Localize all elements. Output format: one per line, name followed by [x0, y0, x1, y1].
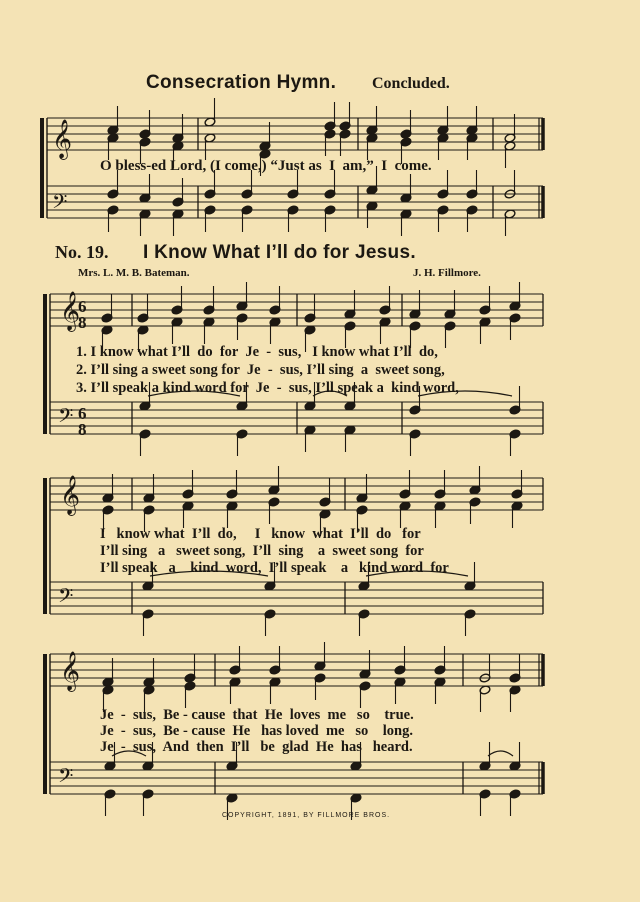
bass-clef-icon: 𝄢	[58, 764, 74, 792]
hymn-number: No. 19.	[55, 242, 109, 262]
verse-line-s2-2: I’ll sing a sweet song, I’ll sing a sweet song for	[100, 543, 424, 559]
verse-line-s1-3: 3. I’ll speak a kind word for Je - sus, I’ll speak a kind word,	[76, 380, 459, 396]
verse-line-s3-3: Je - sus, And then I’ll be glad He has heard.	[100, 739, 413, 755]
time-signature: 6	[78, 297, 87, 316]
verse-line-s2-1: I know what I’ll do, I know what I’ll do for	[100, 526, 421, 542]
bass-clef-icon: 𝄢	[52, 190, 68, 218]
lyricist-credit: Mrs. L. M. B. Bateman.	[78, 267, 190, 279]
treble-clef-icon: 𝄞	[60, 475, 81, 515]
time-signature: 8	[78, 313, 87, 332]
hymn1-subtitle: Concluded.	[372, 75, 450, 92]
treble-clef-icon: 𝄞	[60, 291, 81, 331]
time-signature: 8	[78, 420, 87, 439]
system-bracket	[40, 118, 44, 218]
verse-line-s1-2: 2. I’ll sing a sweet song for Je - sus, I’ll sing a sweet song,	[76, 362, 445, 378]
verse-line-s3-1: Je - sus, Be - cause that He loves me so true.	[100, 707, 414, 723]
treble-clef-icon: 𝄞	[52, 119, 73, 159]
verse-line-s3-2: Je - sus, Be - cause He has loved me so long.	[100, 723, 413, 739]
system-bracket	[43, 478, 47, 614]
treble-clef-icon: 𝄞	[60, 651, 81, 691]
bass-clef-icon: 𝄢	[58, 584, 74, 612]
hymn2-title: I Know What I’ll do for Jesus.	[143, 242, 416, 263]
composer-credit: J. H. Fillmore.	[413, 267, 481, 279]
hymn1-title: Consecration Hymn.	[146, 72, 337, 93]
verse-line-s2-3: I’ll speak a kind word, I’ll speak a kind word for	[100, 560, 449, 576]
time-signature: 6	[78, 404, 87, 423]
bass-clef-icon: 𝄢	[58, 404, 74, 432]
copyright-notice: COPYRIGHT, 1891, BY FILLMORE BROS.	[222, 812, 391, 819]
hymn1-lyric: O bless-ed Lord, (I come,) “Just as I am,” I come.	[100, 158, 432, 174]
tie-curve	[488, 751, 513, 756]
system-bracket	[43, 654, 47, 794]
verse-line-s1-1: 1. I know what I’ll do for Je - sus, I know what I’ll do,	[76, 344, 438, 360]
system-bracket	[43, 294, 47, 434]
